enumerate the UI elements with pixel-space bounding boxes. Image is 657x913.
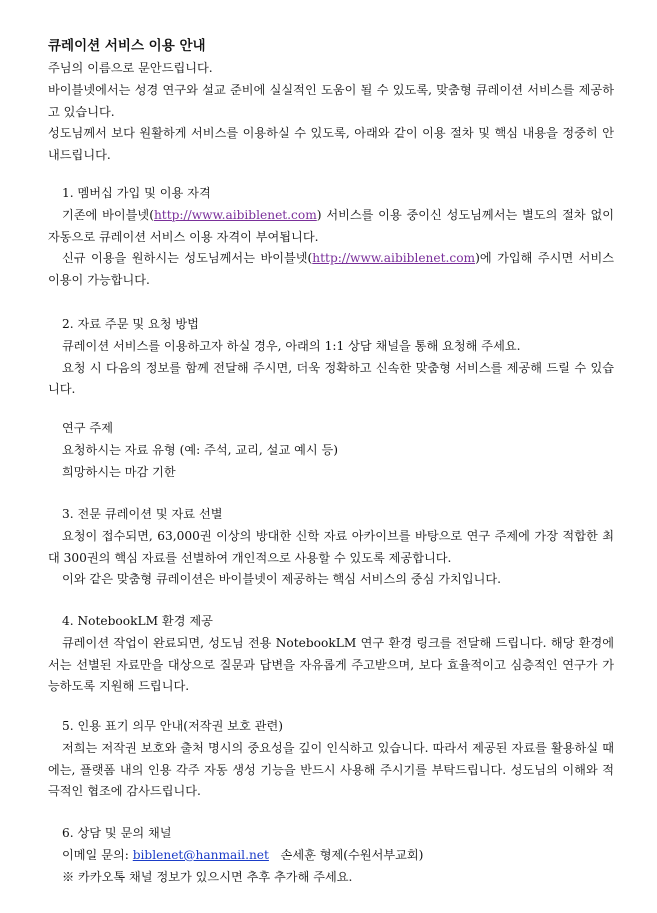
section-notebooklm [48, 611, 614, 698]
section-2-paragraph-1: 큐레이션 서비스를 이용하고자 하실 경우, 아래의 1:1 상담 채널을 통해 요청해 주세요. [62, 338, 521, 353]
section-1-p1-text-a: 기존에 바이블넷( [62, 207, 154, 222]
page-title: 큐레이션 서비스 이용 안내 [48, 38, 206, 54]
section-1-paragraph-2 [48, 248, 614, 292]
greeting-text: 주님의 이름으로 문안드립니다. [48, 61, 213, 75]
email-label: 이메일 문의: [62, 847, 133, 862]
section-1-p2-text-b: )에 가입해 주시면 서비스 이용이 가능합니다. [48, 251, 614, 288]
section-5-heading: 5. 인용 표기 의무 안내(저작권 보호 관련) [62, 719, 283, 733]
section-contact [48, 823, 614, 888]
list-item: 희망하시는 마감 기한 [62, 464, 176, 479]
request-info-list [48, 418, 614, 483]
email-link[interactable]: biblenet@hanmail.net [132, 847, 269, 862]
section-5-paragraph-1: 저희는 저작권 보호와 출처 명시의 중요성을 깊이 인식하고 있습니다. 따라서 제공된 자료를 활용하실 때에는, 플랫폼 내의 인용 각주 자동 생성 기능을 반드시 사용해 주시기를 부탁드립니다. 성도님의 이해와 적극적인 협조에 감사드립니다. [48, 740, 614, 799]
intro-section [48, 58, 614, 167]
section-citation [48, 716, 614, 803]
section-curation [48, 504, 614, 591]
section-1-heading: 1. 멤버십 가입 및 이용 자격 [62, 186, 211, 200]
section-3-paragraph-1: 요청이 접수되면, 63,000권 이상의 방대한 신학 자료 아카이브를 바탕으로 연구 주제에 가장 적합한 최대 300권의 핵심 자료를 선별하여 개인적으로 사용할 수 있도록 제공합니다. [48, 528, 614, 565]
section-1-p2-text-a: 신규 이용을 원하시는 성도님께서는 바이블넷( [62, 251, 313, 266]
intro-paragraph-1: 바이블넷에서는 성경 연구와 설교 준비에 실실적인 도움이 될 수 있도록, 맞춤형 큐레이션 서비스를 제공하고 있습니다. [48, 82, 614, 119]
section-4-heading: 4. NotebookLM 환경 제공 [62, 614, 213, 628]
contact-spacer [269, 848, 281, 862]
kakao-note: ※ 카카오톡 채널 정보가 있으시면 추후 추가해 주세요. [62, 869, 353, 884]
section-order [48, 314, 614, 401]
contact-person: 손세훈 형제(수원서부교회) [280, 847, 424, 862]
section-1-paragraph-1 [48, 205, 614, 249]
website-link-2[interactable]: http://www.aibiblenet.com [312, 251, 476, 266]
email-line [48, 845, 614, 867]
section-4-paragraph-1: 큐레이션 작업이 완료되면, 성도님 전용 NotebookLM 연구 환경 링크를 전달해 드립니다. 해당 환경에서는 선별된 자료만을 대상으로 질문과 답변을 자유롭게 주고받으며, 보다 효율적이고 심층적인 연구가 가능하도록 지원해 드립니다. [48, 635, 614, 694]
section-3-heading: 3. 전문 큐레이션 및 자료 선별 [62, 507, 223, 521]
section-3-paragraph-2: 이와 같은 맞춤형 큐레이션은 바이블넷이 제공하는 핵심 서비스의 중심 가치입니다. [62, 572, 502, 587]
section-2-heading: 2. 자료 주문 및 요청 방법 [62, 317, 199, 331]
intro-paragraph-2: 성도님께서 보다 원활하게 서비스를 이용하실 수 있도록, 아래와 같이 이용 절차 및 핵심 내용을 정중히 안내드립니다. [48, 126, 614, 163]
list-item: 연구 주제 [62, 421, 113, 435]
website-link-1[interactable]: http://www.aibiblenet.com [153, 207, 317, 222]
section-2-paragraph-2: 요청 시 다음의 정보를 함께 전달해 주시면, 더욱 정확하고 신속한 맞춤형 서비스를 제공해 드릴 수 있습니다. [48, 360, 614, 397]
section-membership [48, 183, 614, 292]
list-item: 요청하시는 자료 유형 (예: 주석, 교리, 설교 예시 등) [62, 442, 339, 457]
section-1-p1-text-b: ) 서비스를 이용 중이신 성도님께서는 별도의 절차 없이 자동으로 큐레이션 서비스 이용 자격이 부여됩니다. [48, 207, 614, 244]
section-6-heading: 6. 상담 및 문의 채널 [62, 826, 172, 840]
